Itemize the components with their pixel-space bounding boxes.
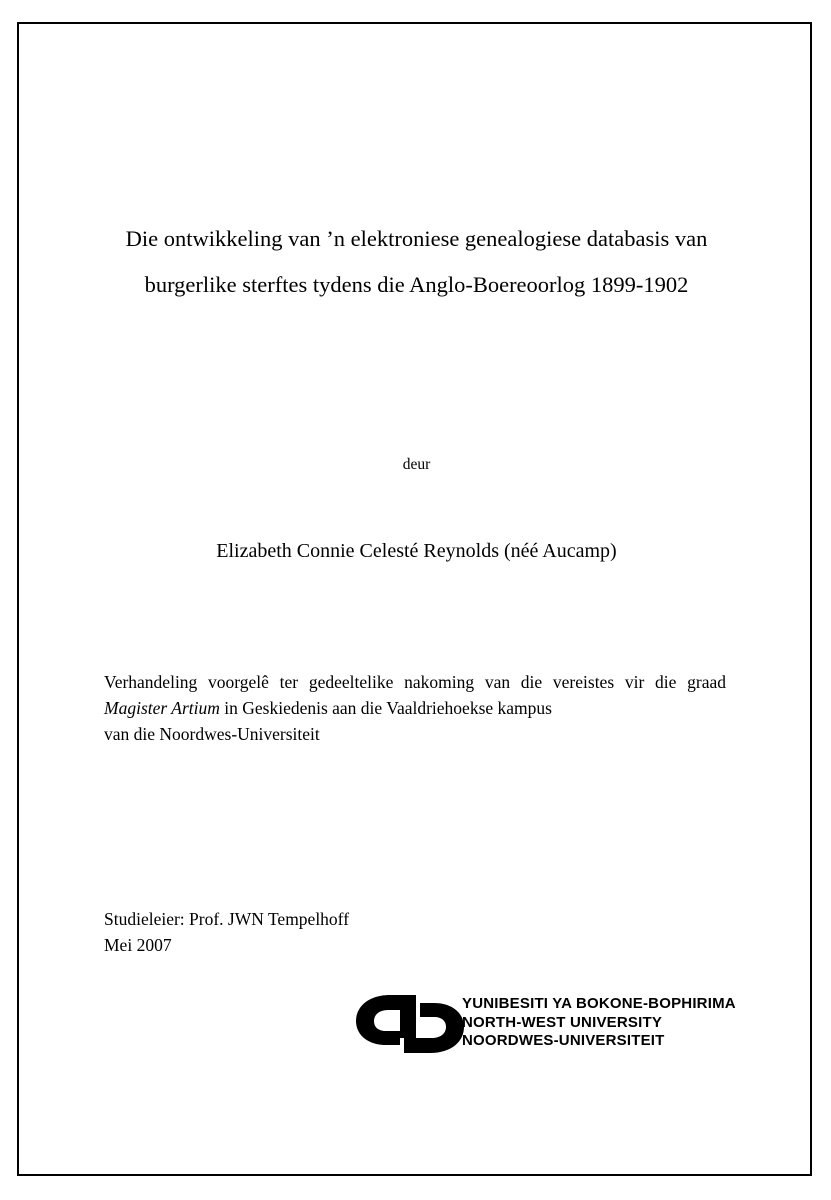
supervisor-block [104,906,729,958]
title-line-1: Die ontwikkeling van ’n elektroniese genealogiese databasis van [125,226,708,251]
university-logo [244,989,736,1059]
university-logo-text [462,995,736,1051]
statement-part-3: van die Noordwes-Universiteit [104,724,320,744]
author-name: Elizabeth Connie Celesté Reynolds (néé Aucamp) [216,540,617,562]
title-page-content [104,24,736,1174]
by-label: deur [402,456,431,473]
statement-part-1: Verhandeling voorgelê ter gedeeltelike nakoming van die vereistes vir die graad [104,672,726,692]
title-page [17,22,812,1176]
title-line-2: burgerlike sterftes tydens die Anglo-Boereoorlog 1899-1902 [144,272,689,297]
logo-line-3: NOORDWES-UNIVERSITEIT [462,1032,665,1049]
page-title [104,216,729,308]
north-west-university-logo-icon [354,993,466,1055]
date-line: Mei 2007 [104,935,172,955]
logo-line-1: YUNIBESITI YA BOKONE-BOPHIRIMA [462,995,736,1012]
statement-part-2: in Geskiedenis aan die Vaaldriehoekse kampus [219,698,552,718]
degree-statement [104,669,726,747]
logo-line-2: NORTH-WEST UNIVERSITY [462,1013,663,1031]
supervisor-line: Studieleier: Prof. JWN Tempelhoff [104,909,350,929]
degree-name: Magister Artium [104,698,220,718]
